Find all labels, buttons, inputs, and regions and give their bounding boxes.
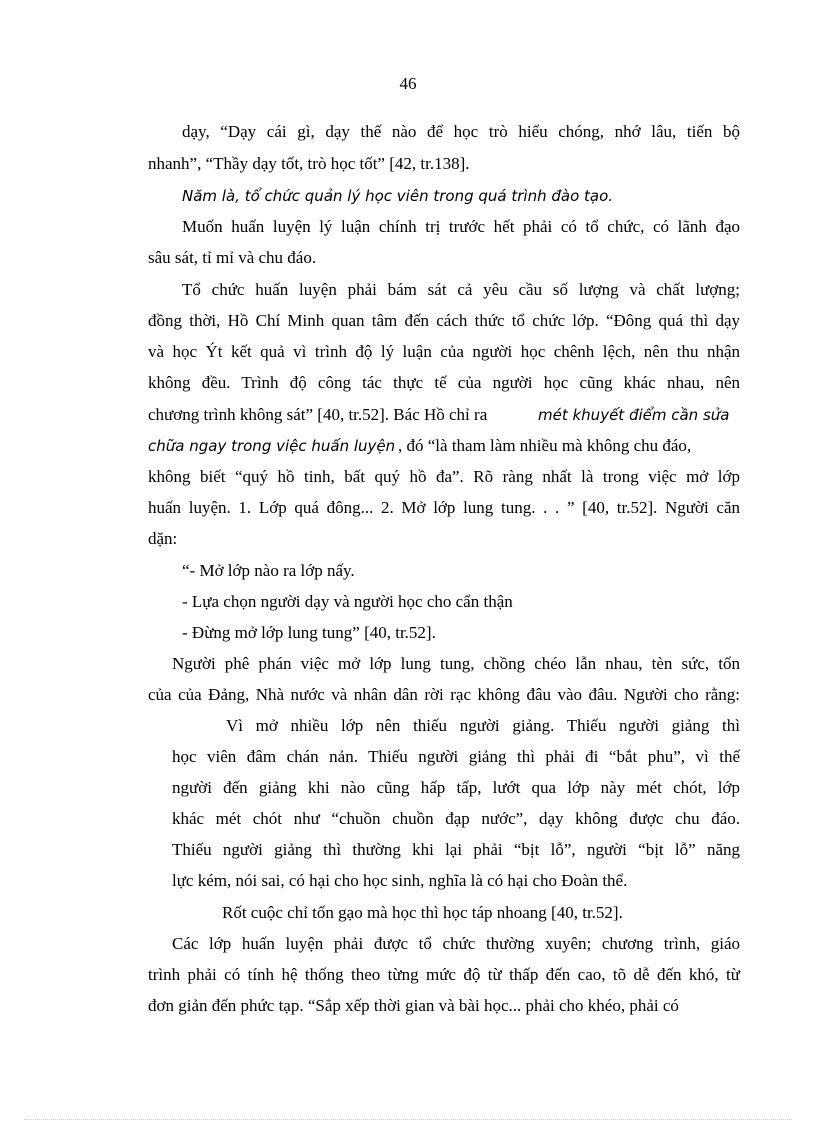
block-quote-line: lực kém, nói sai, có hại cho học sinh, nghĩa là có hại cho Đoàn thể.: [172, 871, 628, 890]
body-line: chương trình không sát” [40, tr.52]. Bác Hồ chỉ ra: [148, 405, 488, 424]
block-quote-line: học viên đâm chán nản. Thiếu người giảng thì phải đi “bắt phu”, vì thế: [172, 747, 740, 766]
body-line: dạy, “Dạy cái gì, dạy thế nào để học trò hiểu chóng, nhớ lâu, tiến bộ: [182, 122, 740, 141]
block-quote-line: Rốt cuộc chỉ tốn gạo mà học thì học táp nhoang [40, tr.52].: [222, 903, 623, 922]
quote-line: “- Mở lớp nào ra lớp nấy.: [182, 561, 355, 580]
body-line: Người phê phán việc mở lớp lung tung, chồng chéo lẫn nhau, tèn sức, tốn: [172, 654, 740, 673]
body-line: sâu sát, tỉ mỉ và chu đáo.: [148, 248, 317, 267]
block-quote-line: khác mét chót như “chuồn chuồn đạp nước”, dạy không được chu đáo.: [172, 809, 740, 828]
body-line: của của Đảng, Nhà nước và nhân dân rời rạc không đâu vào đâu. Người cho rằng:: [148, 685, 740, 704]
body-line: nhanh”, “Thầy dạy tốt, trò học tốt” [42, tr.138].: [148, 154, 470, 173]
italic-phrase: mét khuyết điểm cần sửa: [538, 406, 730, 424]
body-line: đồng thời, Hồ Chí Minh quan tâm đến cách thức tổ chức lớp. “Đông quá thì dạy: [148, 311, 740, 330]
body-line: dặn:: [148, 529, 178, 548]
page-bottom-border: [24, 1119, 792, 1120]
body-line: , đó “là tham làm nhiều mà không chu đáo,: [398, 436, 692, 455]
body-line: huấn luyện. 1. Lớp quá đông... 2. Mở lớp lung tung. . . ” [40, tr.52]. Người căn: [148, 498, 740, 517]
block-quote-line: người đến giảng khi nào cũng hấp tấp, lướt qua lớp này mét chót, lớp: [172, 778, 740, 797]
body-line: đơn giản đến phức tạp. “Sắp xếp thời gian và bài học... phải cho khéo, phải có: [148, 996, 679, 1015]
body-line: và học Ýt kết quả vì trình độ lý luận của người học chênh lệch, nên thu nhận: [148, 342, 740, 361]
section-heading: Năm là, tổ chức quản lý học viên trong quá trình đào tạo.: [182, 187, 614, 205]
quote-line: - Lựa chọn người dạy và người học cho cẩn thận: [182, 592, 513, 611]
body-line: trình phải có tính hệ thống theo từng mức độ từ thấp đến cao, tõ dễ đến khó, từ: [148, 965, 740, 984]
block-quote-line: Thiếu người giảng thì thường khi lại phải “bịt lỗ”, người “bịt lỗ” năng: [172, 840, 740, 859]
italic-phrase: chữa ngay trong việc huấn luyện: [148, 437, 396, 455]
body-line: Các lớp huấn luyện phải được tổ chức thường xuyên; chương trình, giáo: [172, 934, 740, 953]
block-quote-line: Vì mở nhiều lớp nên thiếu người giảng. Thiếu người giảng thì: [226, 716, 740, 735]
page-number: 46: [399, 74, 417, 93]
quote-line: - Đừng mở lớp lung tung” [40, tr.52].: [182, 623, 436, 642]
body-line: không biết “quý hồ tinh, bất quý hồ đa”. Rõ ràng nhất là trong việc mở lớp: [148, 467, 740, 486]
body-line: Muốn huấn luyện lý luận chính trị trước hết phải có tổ chức, có lãnh đạo: [182, 217, 740, 236]
body-line: Tổ chức huấn luyện phải bám sát cả yêu cầu số lượng và chất lượng;: [182, 280, 740, 299]
body-line: không đều. Trình độ công tác thực tế của người học cũng khác nhau, nên: [148, 373, 740, 392]
